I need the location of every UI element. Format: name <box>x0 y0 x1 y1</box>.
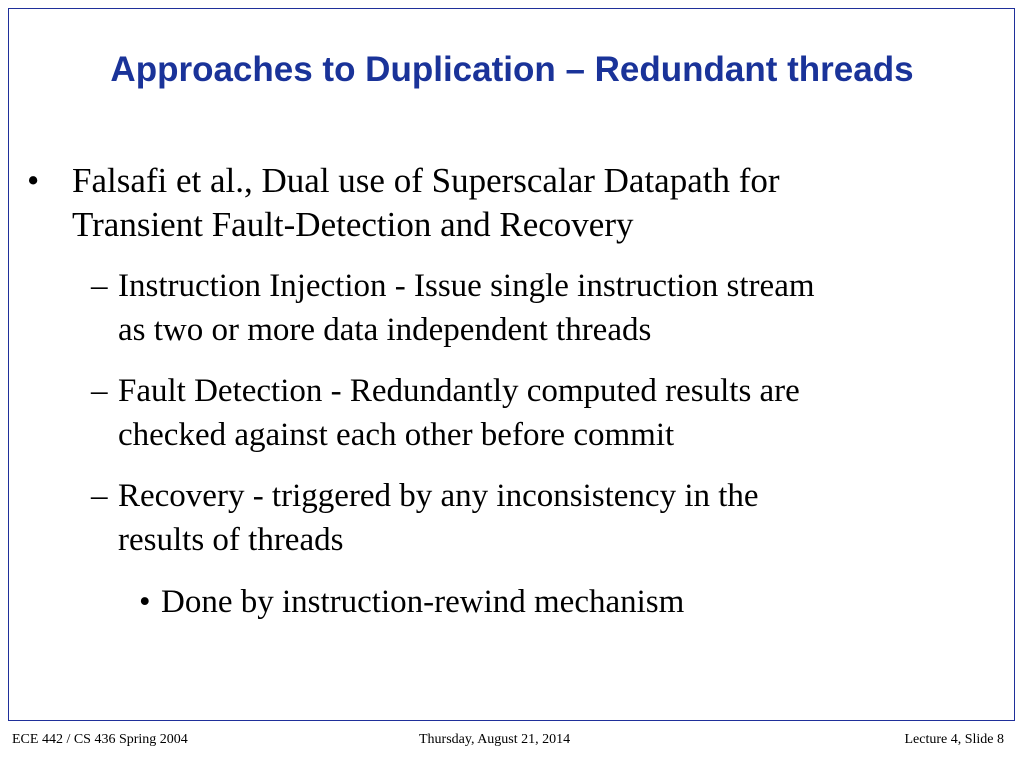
slide-title: Approaches to Duplication – Redundant threads <box>110 50 914 89</box>
footer-course: ECE 442 / CS 436 Spring 2004 <box>12 732 188 747</box>
sub-bullet-line: as two or more data independent threads <box>118 312 652 348</box>
sub-sub-bullet-text <box>161 580 684 624</box>
sub-bullet-text <box>118 369 800 457</box>
bullet-line: Transient Fault-Detection and Recovery <box>72 205 634 244</box>
bullet-line: Falsafi et al., Dual use of Superscalar Datapath for <box>72 161 780 200</box>
bullet-marker: • <box>139 584 151 620</box>
sub-bullet-line: Recovery - triggered by any inconsistency in the <box>118 478 759 514</box>
footer-date: Thursday, August 21, 2014 <box>419 732 571 747</box>
sub-bullet-line: results of threads <box>118 522 344 558</box>
sub-sub-bullet-line: Done by instruction-rewind mechanism <box>161 584 685 620</box>
sub-bullet-line: Instruction Injection - Issue single instruction stream <box>118 268 815 304</box>
sub-bullet-line: Fault Detection - Redundantly computed results are <box>118 373 800 409</box>
footer-slide-number: Lecture 4, Slide 8 <box>904 732 1004 747</box>
dash-marker: – <box>91 478 108 514</box>
dash-marker: – <box>91 268 108 304</box>
dash-marker: – <box>91 373 108 409</box>
bullet-text <box>72 159 780 247</box>
bullet-marker: • <box>27 161 40 200</box>
sub-bullet-line: checked against each other before commit <box>118 417 675 453</box>
sub-bullet-text <box>118 264 815 352</box>
sub-bullet-text <box>118 474 759 562</box>
